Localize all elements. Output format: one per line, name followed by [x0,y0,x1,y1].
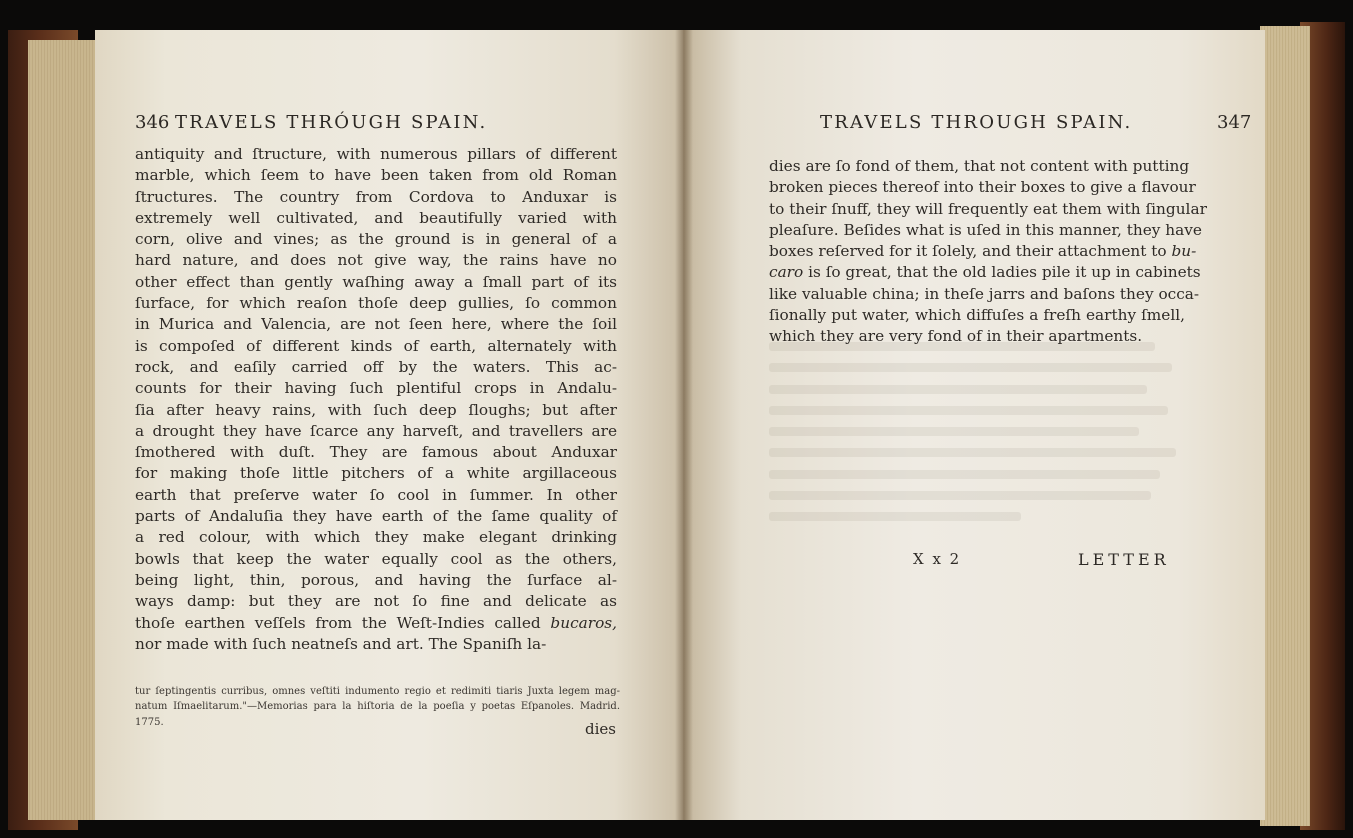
text-line: in Murica and Valencia, are not ſeen here, where the ſoil [135,315,617,334]
text-line: rock, and eaſily carried off by the waters. This ac- [135,357,617,376]
text-line: corn, olive and vines; as the ground is in general of a [135,230,617,249]
text-line: ſurface, for which reaſon thoſe deep gullies, ſo common [135,294,617,313]
text-line: ſmothered with duſt. They are famous about Anduxar [135,443,617,462]
text-line-with-italic [769,241,1197,262]
text-line: marble, which ſeem to have been taken from old Roman [135,166,617,185]
text-line: nor made with ſuch neatneſs and art. The Spaniſh la- [135,634,547,653]
left-page [95,30,685,820]
italic-word-bucaros: bucaros, [550,613,617,632]
text-line: parts of Andaluſia they have earth of the ſame quality of [135,507,617,526]
text-line: extremely well cultivated, and beautifully varied with [135,208,617,227]
text-line: pleaſure. Beſides what is uſed in this manner, they have [769,220,1202,239]
text-line: which they are very fond of in their apartments. [769,327,1143,346]
text-line: counts for their having ſuch plentiful crops in Andalu- [135,379,617,398]
signature-mark: X x 2 [913,550,962,568]
footnote-line: tur ſeptingentis curribus, omnes veſtiti indumento regio et redimiti tiaris Juxta legem mag- [135,686,620,697]
text-line: a red colour, with which they make elegant drinking [135,528,617,547]
page-number-right: 347 [1217,112,1252,133]
text-line: a drought they have ſcarce any harveſt, and travellers are [135,421,617,440]
text-line-with-italic [769,262,1201,283]
footnote-line: 1775. [135,716,164,728]
text-line: being light, thin, porous, and having the ſurface al- [135,570,617,589]
text-line: to their ſnuff, they will frequently eat them with ſingular [769,199,1207,218]
text-line-with-italic [135,613,617,634]
text-line: antiquity and ſtructure, with numerous pillars of different [135,145,617,163]
running-head-left: TRAVELS THRÓUGH SPAIN. [175,112,488,133]
text-segment: thoſe earthen veſſels from the Weſt-Indies called [135,613,551,632]
text-segment: is ſo great, that the old ladies pile it up in cabinets [808,263,1201,282]
text-line: broken pieces thereof into their boxes to give a flavour [769,178,1196,197]
text-line: bowls that keep the water equally cool as the others, [135,549,617,568]
running-head-right: TRAVELS THROUGH SPAIN. [820,112,1133,133]
italic-word-bu: bu- [1171,242,1197,261]
text-line: ways damp: but they are not ſo fine and delicate as [135,592,617,611]
footnote-line: natum Iſmaelitarum."—Memorias para la hiſtoria de la poeſia y poetas Eſpanoles. Madrid. [135,701,620,713]
italic-word-caro: caro [769,263,804,282]
text-line: like valuable china; in theſe jarrs and baſons they occa- [769,284,1200,303]
right-page-edges [1260,26,1310,826]
text-segment: boxes reſerved for it ſolely, and their attachment to [769,242,1172,261]
text-line: ſionally put water, which diffuſes a freſh earthy ſmell, [769,306,1185,325]
text-line: ſtructures. The country from Cordova to Anduxar is [135,187,617,206]
right-page-body [769,156,1207,348]
page-number-left: 346 [135,112,170,133]
text-line: ſia after heavy rains, with ſuch deep ſloughs; but after [135,400,617,419]
footnote [135,684,620,730]
right-page [683,30,1265,820]
text-line: other effect than gently waſhing away a ſmall part of its [135,272,617,291]
book-gutter [675,30,693,820]
text-line: earth that preſerve water ſo cool in ſummer. In other [135,485,617,504]
show-through-text [769,342,1189,534]
text-line: dies are ſo fond of them, that not content with putting [769,157,1190,175]
catchword-left: dies [585,720,616,738]
text-line: for making thoſe little pitchers of a white argillaceous [135,464,617,483]
text-line: is compoſed of different kinds of earth, alternately with [135,336,617,355]
catchword-right: LETTER [1078,550,1170,569]
left-page-body [135,144,617,655]
text-line: hard nature, and does not give way, the rains have no [135,251,617,270]
